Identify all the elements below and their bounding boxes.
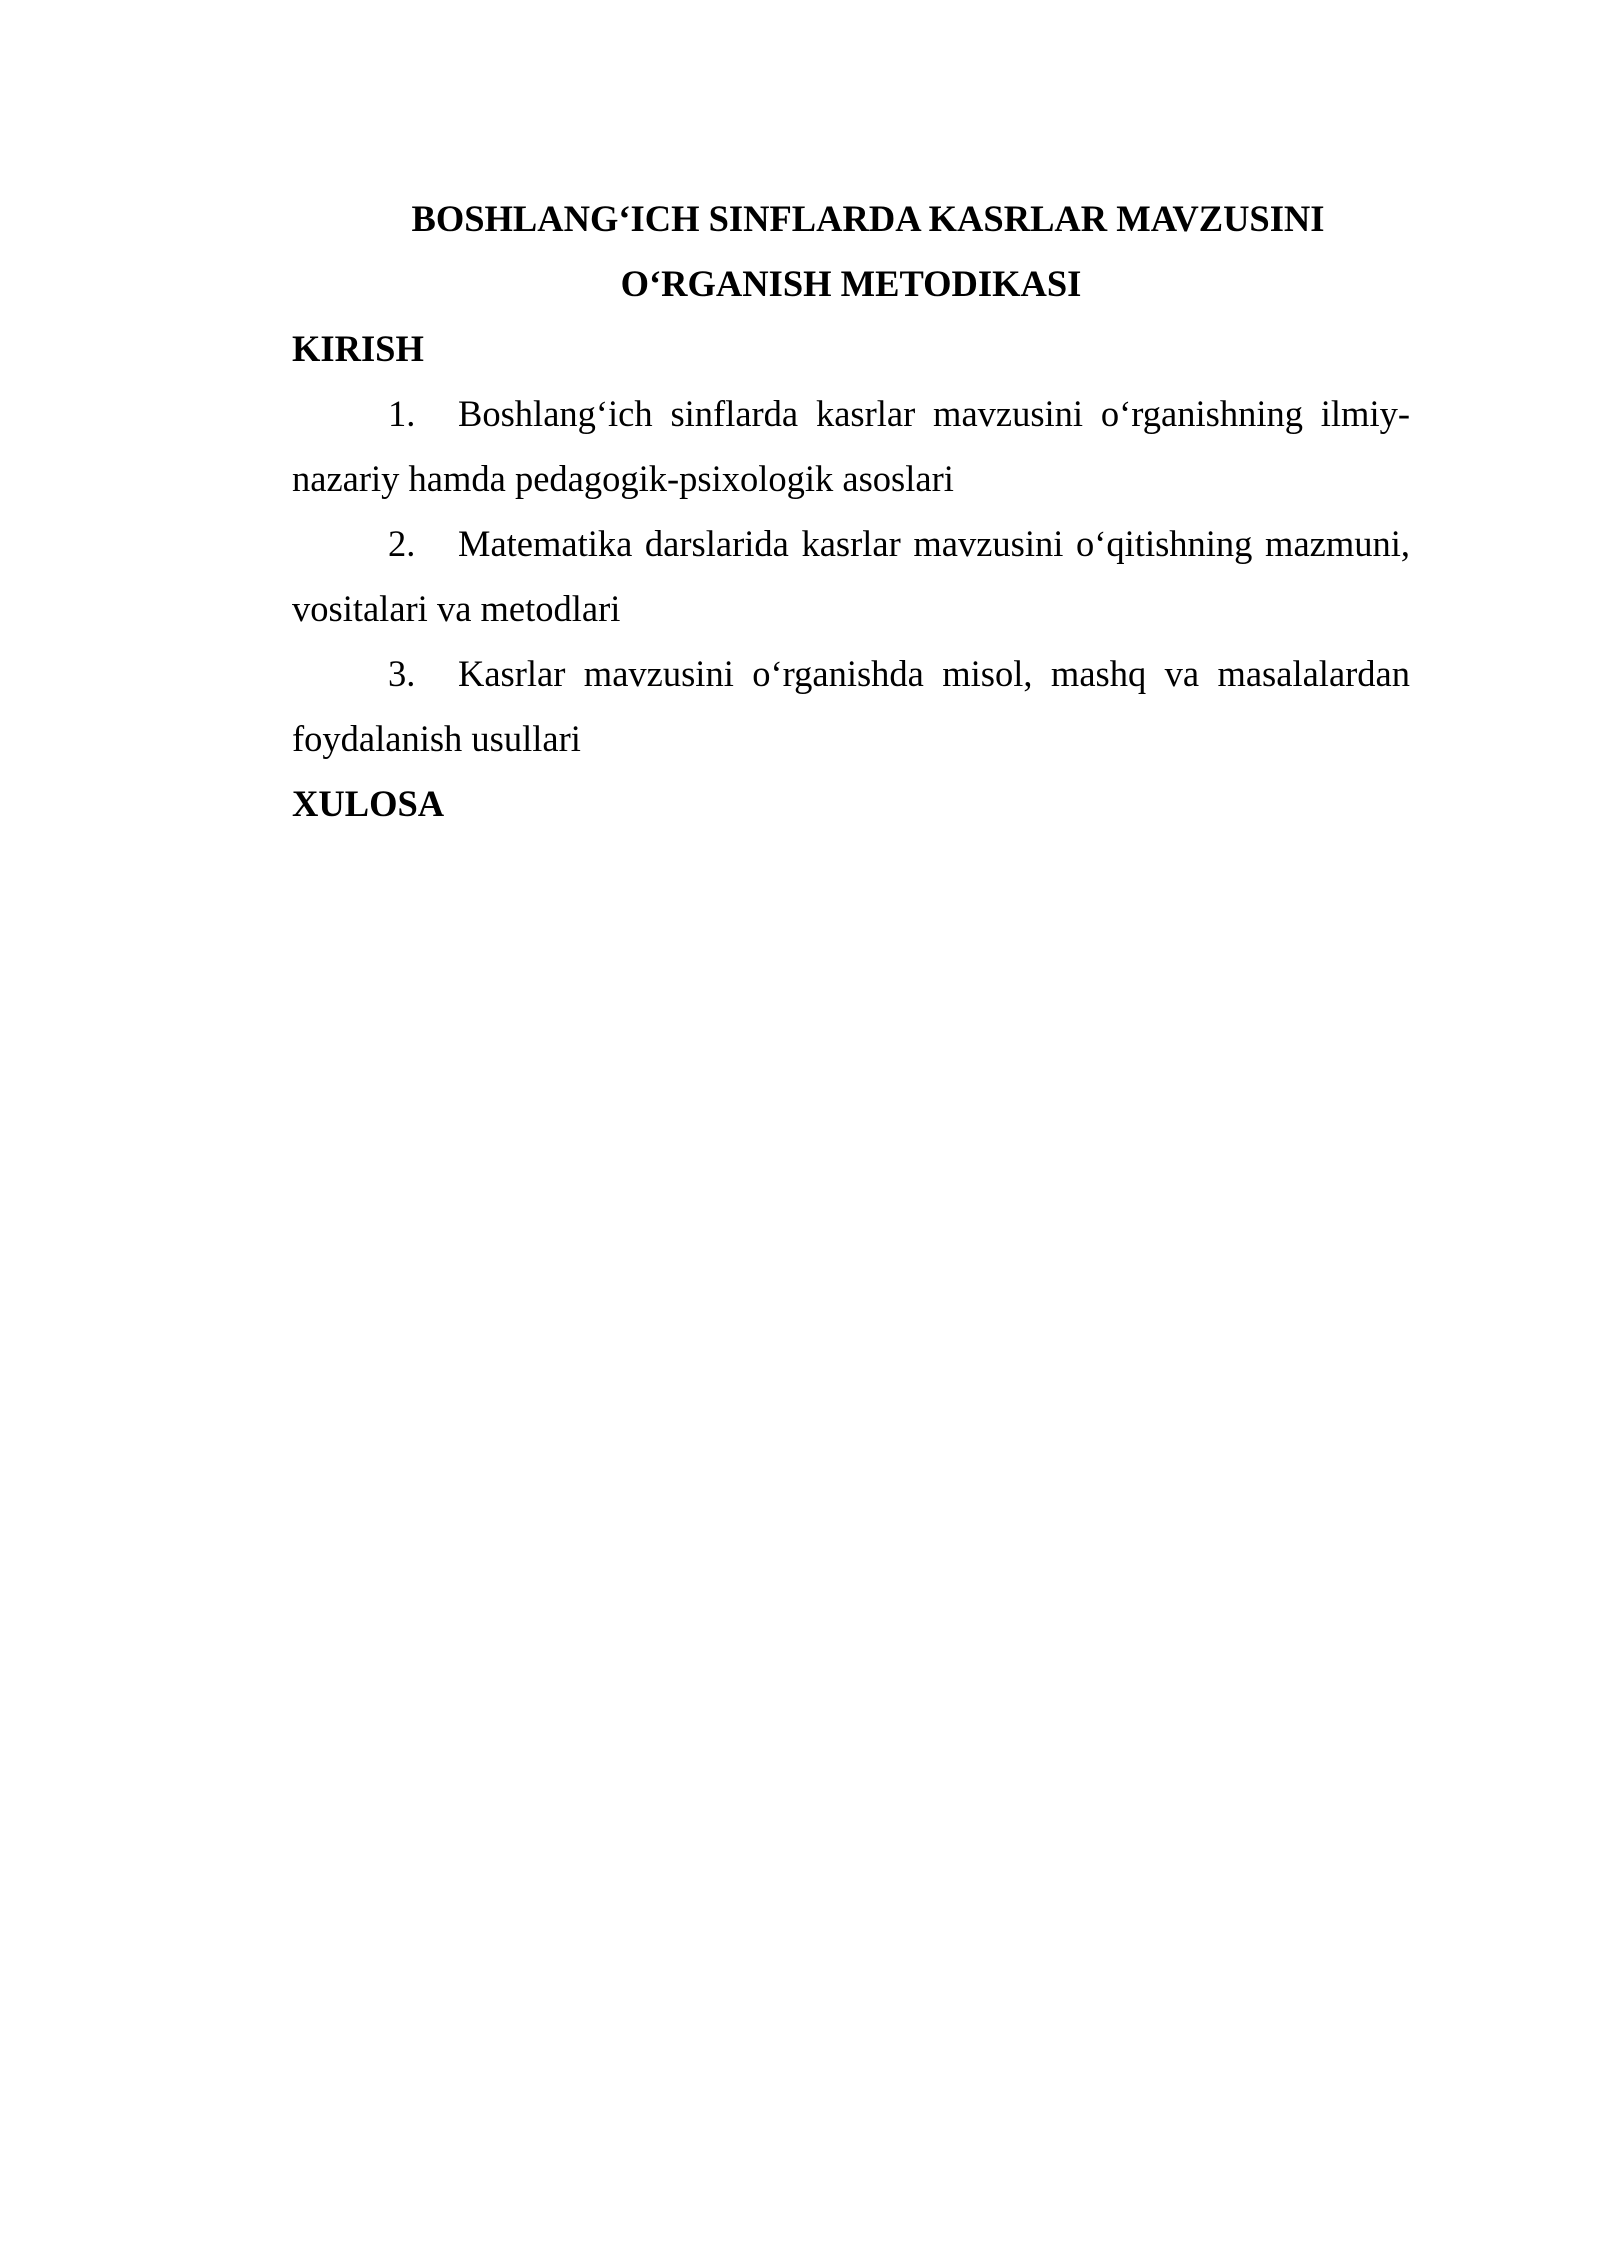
list-item-number: 2. [388,523,416,564]
list-item-text: Matematika darslarida kasrlar mavzusini o‘qitishning mazmuni, vositalari va metodlari [292,523,1410,629]
title-line-1: BOSHLANG‘ICH SINFLARDA KASRLAR MAVZUSINI [411,198,1325,239]
list-item-number: 3. [388,653,416,694]
list-item-number: 1. [388,393,416,434]
list-item-3 [292,641,1410,771]
intro-heading: KIRISH [292,328,424,369]
list-item-1 [292,381,1410,511]
document-content [292,186,1410,836]
title-line-2: O‘RGANISH METODIKASI [620,263,1082,304]
document-title [292,186,1410,316]
list-item-text: Boshlang‘ich sinflarda kasrlar mavzusini o‘rganishning ilmiy-nazariy hamda pedagogik-psixologik asoslari [292,393,1410,499]
conclusion-heading: XULOSA [292,783,445,824]
list-item-text: Kasrlar mavzusini o‘rganishda misol, mashq va masalalardan foydalanish usullari [292,653,1410,759]
list-item-2 [292,511,1410,641]
